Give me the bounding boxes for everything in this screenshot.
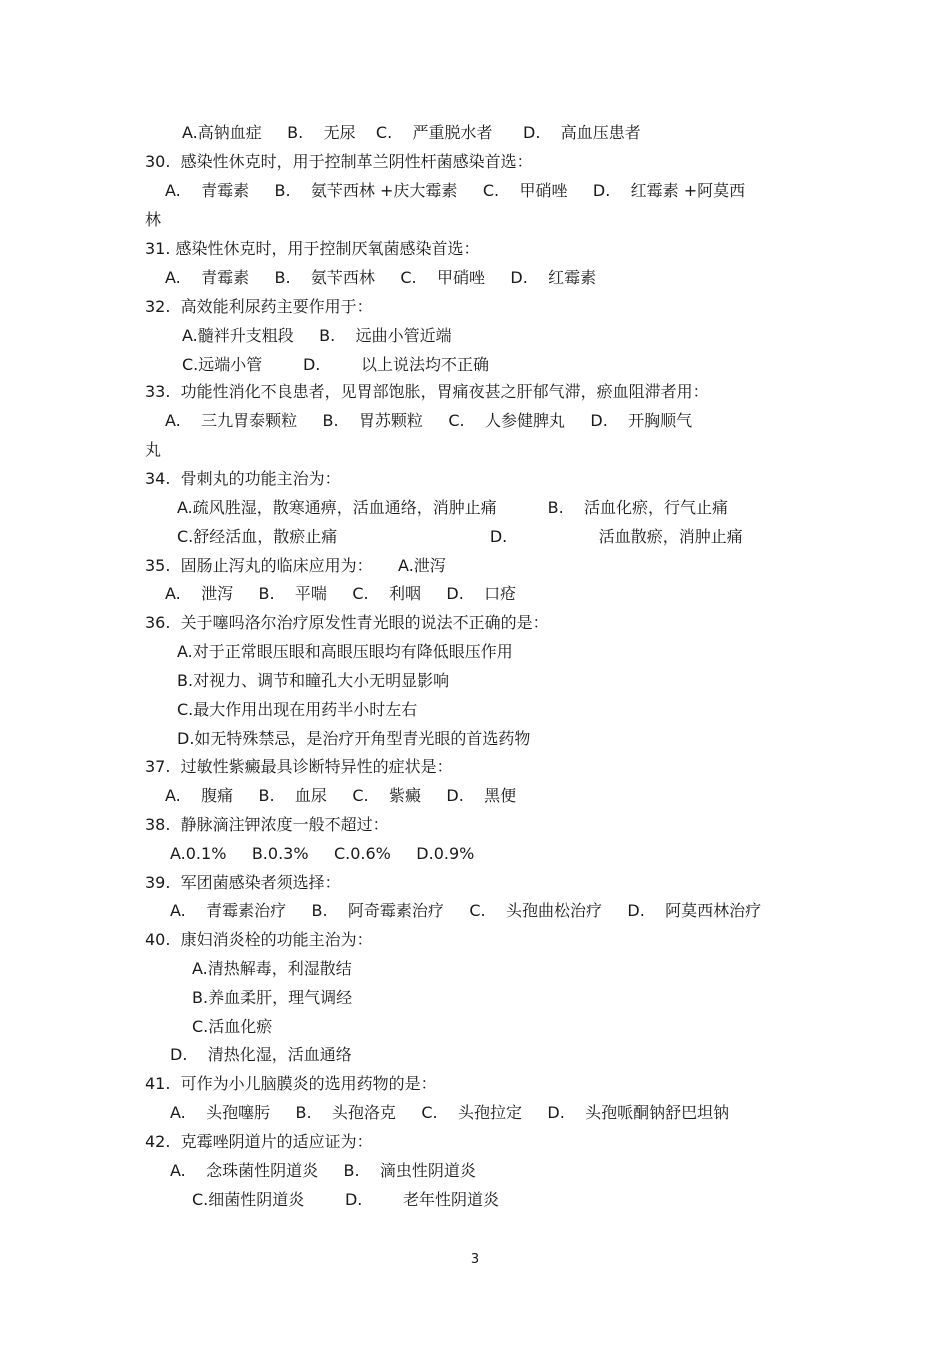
question-31: 31. 感染性休克时，用于控制厌氧菌感染首选：	[145, 239, 480, 258]
question-33: 33. 功能性消化不良患者，见胃部饱胀，胃痛夜甚之肝郁气滞，瘀血阻滞者用：	[145, 382, 709, 401]
text-line: A. 三九胃泰颗粒 B. 胃苏颗粒 C. 人参健脾丸 D. 开胸顺气	[165, 411, 693, 430]
text-line: A. 青霉素治疗 B. 阿奇霉素治疗 C. 头孢曲松治疗 D. 阿莫西林治疗	[170, 901, 762, 920]
question-42: 42. 克霉唑阴道片的适应证为：	[145, 1132, 373, 1151]
question-41: 41. 可作为小儿脑膜炎的选用药物的是：	[145, 1074, 437, 1093]
text-line: C.活血化瘀	[192, 1017, 273, 1036]
page-number: 3	[470, 1252, 480, 1267]
text-line: A. 青霉素 B. 氨苄西林 +庆大霉素 C. 甲硝唑 D. 红霉素 +阿莫西	[165, 181, 746, 200]
text-line: C.远端小管 D. 以上说法均不正确	[182, 355, 490, 374]
text-line: 丸	[145, 440, 162, 459]
text-line: A.髓袢升支粗段 B. 远曲小管近端	[182, 326, 452, 345]
text-line: A. 头孢噻肟 B. 头孢洛克 C. 头孢拉定 D. 头孢哌酮钠舒巴坦钠	[170, 1103, 730, 1122]
text-line: B.对视力、调节和瞳孔大小无明显影响	[177, 671, 450, 690]
text-line: A. 念珠菌性阴道炎 B. 滴虫性阴道炎	[170, 1161, 476, 1180]
question-32: 32. 高效能利尿药主要作用于：	[145, 297, 373, 316]
text-line: A. 腹痛 B. 血尿 C. 紫癜 D. 黑便	[165, 786, 517, 805]
question-35: 35. 固肠止泻丸的临床应用为： A.泄泻	[145, 556, 446, 575]
question-30: 30. 感染性休克时，用于控制革兰阴性杆菌感染首选：	[145, 152, 533, 171]
text-line: C.最大作用出现在用药半小时左右	[177, 700, 418, 719]
question-39: 39. 军团菌感染者须选择：	[145, 873, 341, 892]
text-line: B.养血柔肝，理气调经	[192, 988, 353, 1007]
text-line: A.0.1% B.0.3% C.0.6% D.0.9%	[170, 844, 475, 863]
text-line: A. 青霉素 B. 氨苄西林 C. 甲硝唑 D. 红霉素	[165, 268, 597, 287]
text-line: D. 清热化湿，活血通络	[170, 1045, 352, 1064]
text-line: A.高钠血症 B. 无尿 C. 严重脱水者 D. 高血压患者	[182, 123, 641, 142]
text-line: 林	[145, 210, 162, 229]
question-34: 34. 骨刺丸的功能主治为：	[145, 469, 341, 488]
text-line: D.如无特殊禁忌，是治疗开角型青光眼的首选药物	[177, 729, 531, 748]
text-line: A.对于正常眼压眼和高眼压眼均有降低眼压作用	[177, 642, 513, 661]
question-38: 38. 静脉滴注钾浓度一般不超过：	[145, 815, 389, 834]
text-line: C.舒经活血，散瘀止痛 D. 活血散瘀，消肿止痛	[177, 527, 743, 546]
question-37: 37. 过敏性紫癜最具诊断特异性的症状是：	[145, 757, 453, 776]
text-line: A.清热解毒，利湿散结	[192, 959, 352, 978]
text-line: A. 泄泻 B. 平喘 C. 利咽 D. 口疮	[165, 584, 517, 603]
question-36: 36. 关于噻吗洛尔治疗原发性青光眼的说法不正确的是：	[145, 613, 549, 632]
question-40: 40. 康妇消炎栓的功能主治为：	[145, 930, 373, 949]
text-line: A.疏风胜湿，散寒通痹，活血通络，消肿止痛 B. 活血化瘀，行气止痛	[177, 498, 729, 517]
text-line: C.细菌性阴道炎 D. 老年性阴道炎	[192, 1190, 500, 1209]
